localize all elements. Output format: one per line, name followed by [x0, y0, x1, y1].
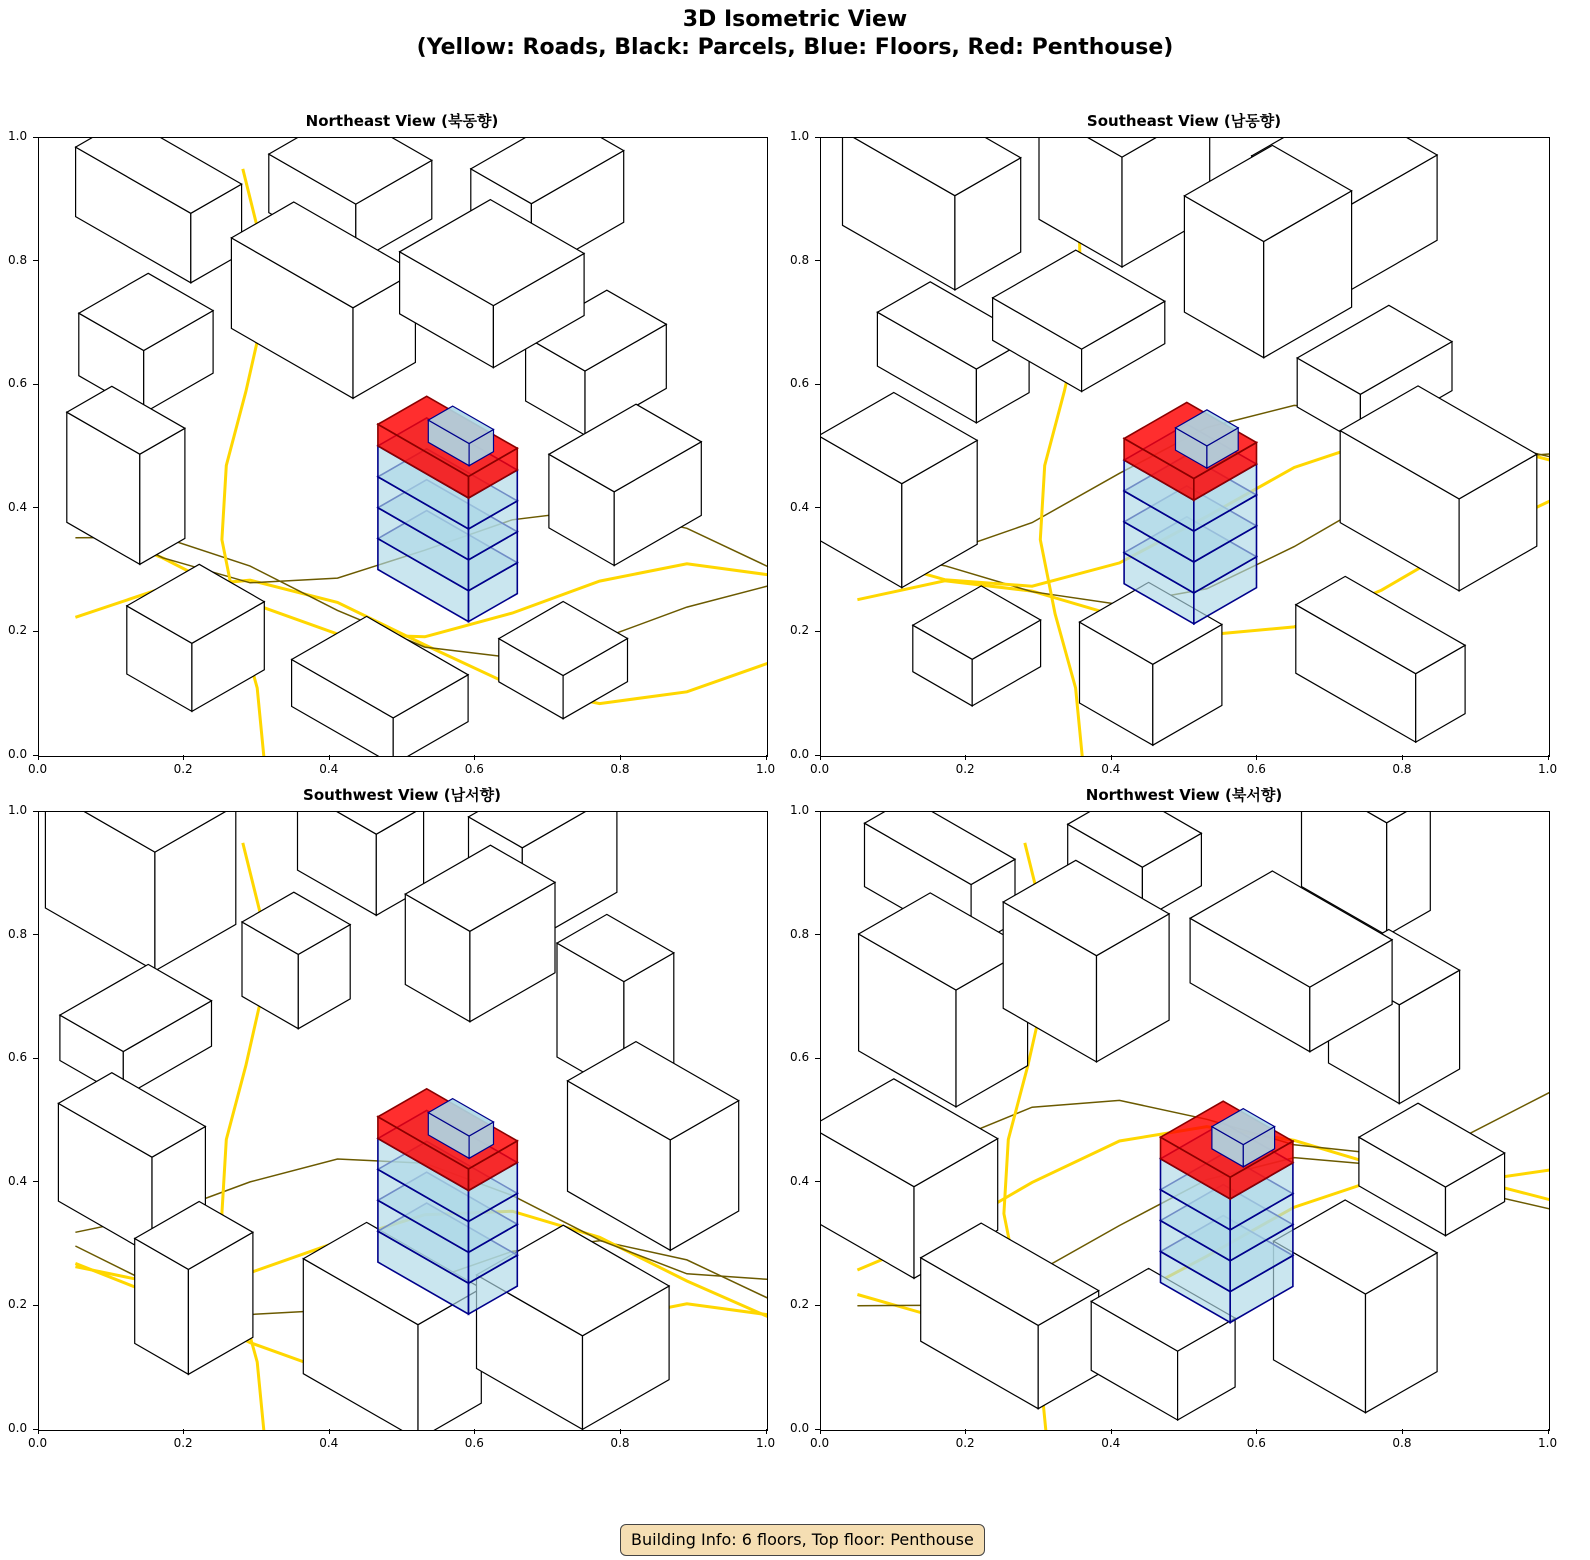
x-tickmark — [38, 1429, 39, 1434]
x-tickmark — [1256, 1429, 1257, 1434]
y-tickmark — [33, 1429, 38, 1430]
y-tick-label: 0.8 — [790, 926, 810, 941]
y-tick-label: 0.4 — [790, 1173, 810, 1188]
x-tick-label: 0.8 — [1392, 762, 1412, 776]
x-tickmark — [620, 1429, 621, 1434]
y-tickmark — [815, 384, 820, 385]
x-tick-label: 0.4 — [319, 1436, 339, 1450]
y-tickmark — [33, 934, 38, 935]
x-tickmark — [1548, 1429, 1549, 1434]
panel-title-southeast: Southeast View (남동향) — [1086, 112, 1282, 130]
y-tick-label: 1.0 — [8, 129, 28, 143]
x-tick-label: 0.2 — [173, 1436, 193, 1450]
x-tickmark — [766, 755, 767, 760]
y-tick-label: 0.6 — [790, 376, 810, 391]
x-tickmark — [965, 1429, 966, 1434]
panel-title-southwest: Southwest View (남서향) — [303, 786, 501, 804]
x-tickmark — [38, 755, 39, 760]
x-tick-label: 1.0 — [1538, 762, 1558, 776]
x-tickmark — [183, 755, 184, 760]
y-tick-label: 1.0 — [790, 129, 810, 143]
y-tick-label: 0.0 — [790, 747, 810, 761]
x-tick-label: 0.4 — [1101, 1436, 1121, 1450]
axes-northeast — [38, 137, 768, 757]
x-tickmark — [1402, 755, 1403, 760]
x-tickmark — [183, 1429, 184, 1434]
x-tickmark — [1256, 755, 1257, 760]
x-tick-label: 0.2 — [955, 1436, 975, 1450]
y-tick-label: 0.4 — [790, 499, 810, 514]
x-tick-label: 0.0 — [28, 762, 48, 776]
scene-southeast — [821, 138, 1549, 756]
x-tickmark — [1111, 755, 1112, 760]
figure-title — [0, 6, 1590, 62]
x-tick-label: 0.0 — [28, 1436, 48, 1450]
y-tick-label: 0.2 — [790, 1297, 810, 1312]
y-tickmark — [33, 1181, 38, 1182]
y-tick-label: 0.8 — [8, 926, 28, 941]
y-tickmark — [33, 1305, 38, 1306]
y-tick-label: 0.0 — [8, 1421, 28, 1435]
y-tick-label: 0.4 — [8, 1173, 28, 1188]
x-tick-label: 0.2 — [955, 762, 975, 776]
x-tick-label: 1.0 — [756, 1436, 776, 1450]
axes-northwest — [820, 811, 1550, 1431]
y-tickmark — [815, 1429, 820, 1430]
y-tickmark — [33, 137, 38, 138]
parcel-building-2-face-right — [1387, 812, 1431, 935]
x-tickmark — [820, 1429, 821, 1434]
x-tick-label: 0.4 — [319, 762, 339, 776]
y-tickmark — [815, 631, 820, 632]
x-tickmark — [1402, 1429, 1403, 1434]
x-tick-label: 0.8 — [610, 762, 630, 776]
y-tick-label: 1.0 — [8, 803, 28, 817]
y-tickmark — [815, 934, 820, 935]
axes-southwest — [38, 811, 768, 1431]
panel-title-northeast: Northeast View (북동향) — [305, 112, 499, 130]
y-tick-label: 0.0 — [790, 1421, 810, 1435]
x-tickmark — [766, 1429, 767, 1434]
figure-title-line1: 3D Isometric View — [682, 7, 908, 32]
y-tickmark — [33, 1058, 38, 1059]
x-tick-label: 0.6 — [1246, 762, 1266, 776]
y-tickmark — [33, 260, 38, 261]
panel-title-northwest: Northwest View (북서향) — [1085, 786, 1283, 804]
y-tickmark — [33, 811, 38, 812]
x-tickmark — [329, 1429, 330, 1434]
x-tickmark — [1548, 755, 1549, 760]
x-tick-label: 0.8 — [610, 1436, 630, 1450]
x-tick-label: 0.2 — [173, 762, 193, 776]
y-tickmark — [815, 811, 820, 812]
y-tickmark — [815, 137, 820, 138]
parcels-northwest — [821, 812, 1505, 1420]
y-tickmark — [33, 631, 38, 632]
scene-northeast — [39, 138, 767, 756]
y-tickmark — [815, 1305, 820, 1306]
scene-northwest — [821, 812, 1549, 1430]
target-building-northeast — [378, 396, 517, 621]
y-tick-label: 0.8 — [8, 252, 28, 267]
x-tick-label: 0.4 — [1101, 762, 1121, 776]
y-tick-label: 0.2 — [790, 623, 810, 638]
y-tick-label: 0.6 — [8, 376, 28, 391]
x-tickmark — [1111, 1429, 1112, 1434]
y-tick-label: 0.4 — [8, 499, 28, 514]
scene-southwest — [39, 812, 767, 1430]
y-tick-label: 0.0 — [8, 747, 28, 761]
y-tickmark — [815, 1058, 820, 1059]
building-info-box: Building Info: 6 floors, Top floor: Penthouse — [620, 1524, 985, 1556]
y-tickmark — [33, 384, 38, 385]
axes-southeast — [820, 137, 1550, 757]
y-tick-label: 0.2 — [8, 623, 28, 638]
x-tickmark — [965, 755, 966, 760]
y-tickmark — [815, 755, 820, 756]
y-tick-label: 1.0 — [790, 803, 810, 817]
x-tickmark — [474, 755, 475, 760]
y-tick-label: 0.6 — [8, 1050, 28, 1065]
figure-title-line2: (Yellow: Roads, Black: Parcels, Blue: Floors, Red: Penthouse) — [416, 35, 1174, 60]
x-tick-label: 1.0 — [1538, 1436, 1558, 1450]
x-tick-label: 0.0 — [810, 762, 830, 776]
x-tickmark — [620, 755, 621, 760]
y-tick-label: 0.2 — [8, 1297, 28, 1312]
y-tickmark — [33, 507, 38, 508]
y-tickmark — [815, 260, 820, 261]
y-tick-label: 0.6 — [790, 1050, 810, 1065]
x-tickmark — [820, 755, 821, 760]
y-tick-label: 0.8 — [790, 252, 810, 267]
x-tickmark — [329, 755, 330, 760]
y-tickmark — [815, 1181, 820, 1182]
target-building-northwest — [1161, 1101, 1293, 1322]
x-tick-label: 0.6 — [464, 762, 484, 776]
x-tick-label: 0.0 — [810, 1436, 830, 1450]
x-tick-label: 0.8 — [1392, 1436, 1412, 1450]
y-tickmark — [33, 755, 38, 756]
x-tickmark — [474, 1429, 475, 1434]
target-building-southeast — [1124, 402, 1256, 623]
y-tickmark — [815, 507, 820, 508]
x-tick-label: 1.0 — [756, 762, 776, 776]
x-tick-label: 0.6 — [1246, 1436, 1266, 1450]
x-tick-label: 0.6 — [464, 1436, 484, 1450]
